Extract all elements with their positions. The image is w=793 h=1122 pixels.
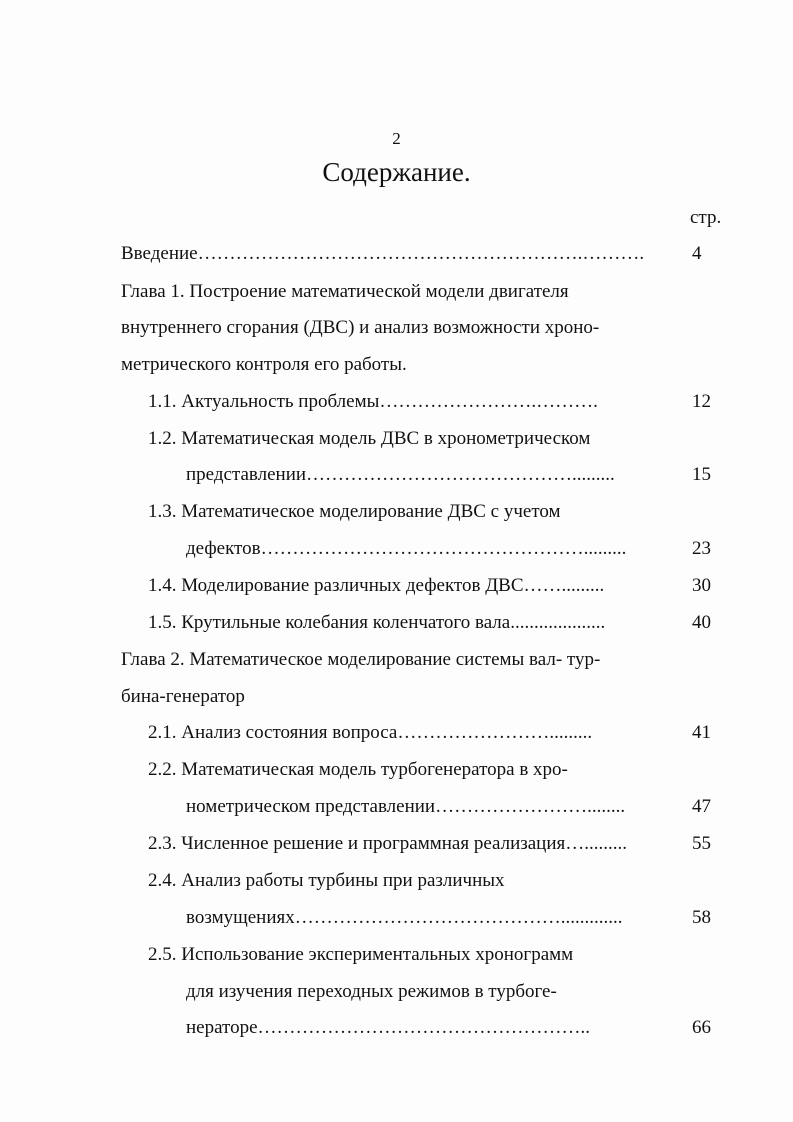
toc-line: 1.2. Математическая модель ДВС в хронометрическом bbox=[148, 428, 591, 449]
page-column-header: стр. bbox=[690, 207, 722, 228]
toc-line: бина-генератор bbox=[121, 686, 245, 707]
toc-line: внутреннего сгорания (ДВС) и анализ возможности хроно- bbox=[121, 317, 600, 338]
toc-line: 1.5. Крутильные колебания коленчатого вала.................... bbox=[148, 612, 606, 633]
toc-line: 2.1. Анализ состояния вопроса……………………......... bbox=[148, 722, 593, 743]
toc-page-number: 47 bbox=[692, 796, 711, 817]
toc-page-number: 66 bbox=[692, 1017, 711, 1038]
toc-line: нераторе…………………………………………….. bbox=[186, 1017, 591, 1038]
toc-line: для изучения переходных режимов в турбоге- bbox=[186, 981, 557, 1002]
toc-page-number: 4 bbox=[692, 243, 702, 264]
toc-line: Введение…………………………………………………….………. bbox=[121, 243, 645, 264]
toc-page-number: 40 bbox=[692, 612, 711, 633]
toc-line: Глава 2. Математическое моделирование системы вал- тур- bbox=[121, 649, 601, 670]
toc-line: 1.3. Математическое моделирование ДВС с учетом bbox=[148, 501, 561, 522]
toc-page-number: 41 bbox=[692, 722, 711, 743]
page-number: 2 bbox=[392, 129, 401, 148]
toc-line: 2.5. Использование экспериментальных хронограмм bbox=[148, 944, 574, 965]
toc-line: 2.4. Анализ работы турбины при различных bbox=[148, 870, 505, 891]
toc-page-number: 55 bbox=[692, 833, 711, 854]
toc-page-number: 58 bbox=[692, 907, 711, 928]
toc-line: нометрическом представлении……………………........ bbox=[186, 796, 626, 817]
toc-line: 1.4. Моделирование различных дефектов ДВС……......... bbox=[148, 575, 605, 596]
toc-line: 1.1. Актуальность проблемы…………………….………. bbox=[148, 391, 598, 412]
toc-line: метрического контроля его работы. bbox=[121, 354, 407, 375]
toc-page-number: 30 bbox=[692, 575, 711, 596]
toc-page-number: 23 bbox=[692, 538, 711, 559]
toc-line: 2.2. Математическая модель турбогенератора в хро- bbox=[148, 759, 568, 780]
toc-line: Глава 1. Построение математической модели двигателя bbox=[121, 281, 569, 302]
page-title: Содержание. bbox=[322, 157, 471, 187]
toc-line: дефектов……………………………………………......... bbox=[186, 538, 627, 559]
toc-page-number: 12 bbox=[692, 391, 711, 412]
toc-line: 2.3. Численное решение и программная реализация…......... bbox=[148, 833, 628, 854]
toc-line: представлении……………………………………......... bbox=[186, 464, 615, 485]
toc-page-number: 15 bbox=[692, 464, 711, 485]
toc-line: возмущениях……………………………………............. bbox=[186, 907, 623, 928]
